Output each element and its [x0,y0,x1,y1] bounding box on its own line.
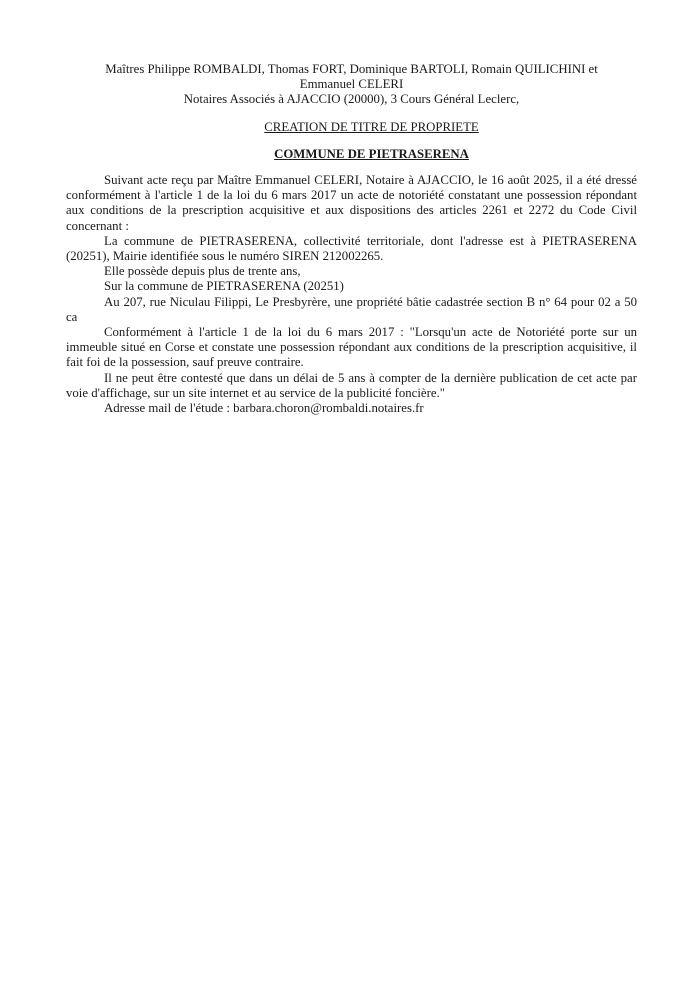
commune-title [66,147,637,162]
notarial-act-document [0,0,699,416]
act-title-text: CREATION DE TITRE DE PROPRIETE [264,119,479,134]
paragraph-commune-lieu: Sur la commune de PIETRASERENA (20251) [104,279,344,294]
paragraph-commune-identite: La commune de PIETRASERENA, collectivité territoriale, dont l'adresse est à PIETRASERENA (20251), Mairie identifiée sous le numéro SIREN 212002265. [66,233,637,264]
office-address-line: Notaires Associés à AJACCIO (20000), 3 Cours Général Leclerc, [183,92,520,107]
paragraph-adresse-mail: Adresse mail de l'étude : barbara.choron@rombaldi.notaires.fr [104,401,424,416]
paragraph-possession-duree: Elle possède depuis plus de trente ans, [104,264,301,279]
paragraph-article-loi: Conformément à l'article 1 de la loi du 6 mars 2017 : "Lorsqu'un acte de Notoriété porte sur un immeuble situé en Corse et constate une possession répondant aux conditions de la prescription acquisitive, il fait foi de la possession, sauf preuve contraire. [66,325,637,370]
commune-title-text: COMMUNE DE PIETRASERENA [274,146,469,161]
notary-names-line-2: Emmanuel CELERI [299,77,404,92]
paragraph-propriete-cadastre: Au 207, rue Niculau Filippi, Le Presbyrère, une propriété bâtie cadastrée section B n° 64 pour 02 a 50 ca [66,294,637,324]
act-title [66,120,637,135]
notary-names-line-1: Maîtres Philippe ROMBALDI, Thomas FORT, Dominique BARTOLI, Romain QUILICHINI et [105,62,598,76]
paragraph-acte-recu: Suivant acte reçu par Maître Emmanuel CELERI, Notaire à AJACCIO, le 16 août 2025, il a été dressé conformément à l'article 1 de la loi du 6 mars 2017 un acte de notoriété constatant une possession répondant aux conditions de la prescription acquisitive et aux dispositions des articles 2261 et 2272 du Code Civil concernant : [66,173,637,233]
paragraph-delai-contestation: Il ne peut être contesté que dans un délai de 5 ans à compter de la dernière publication de cet acte par voie d'affichage, sur un site internet et au service de la publicité foncière." [66,370,637,400]
